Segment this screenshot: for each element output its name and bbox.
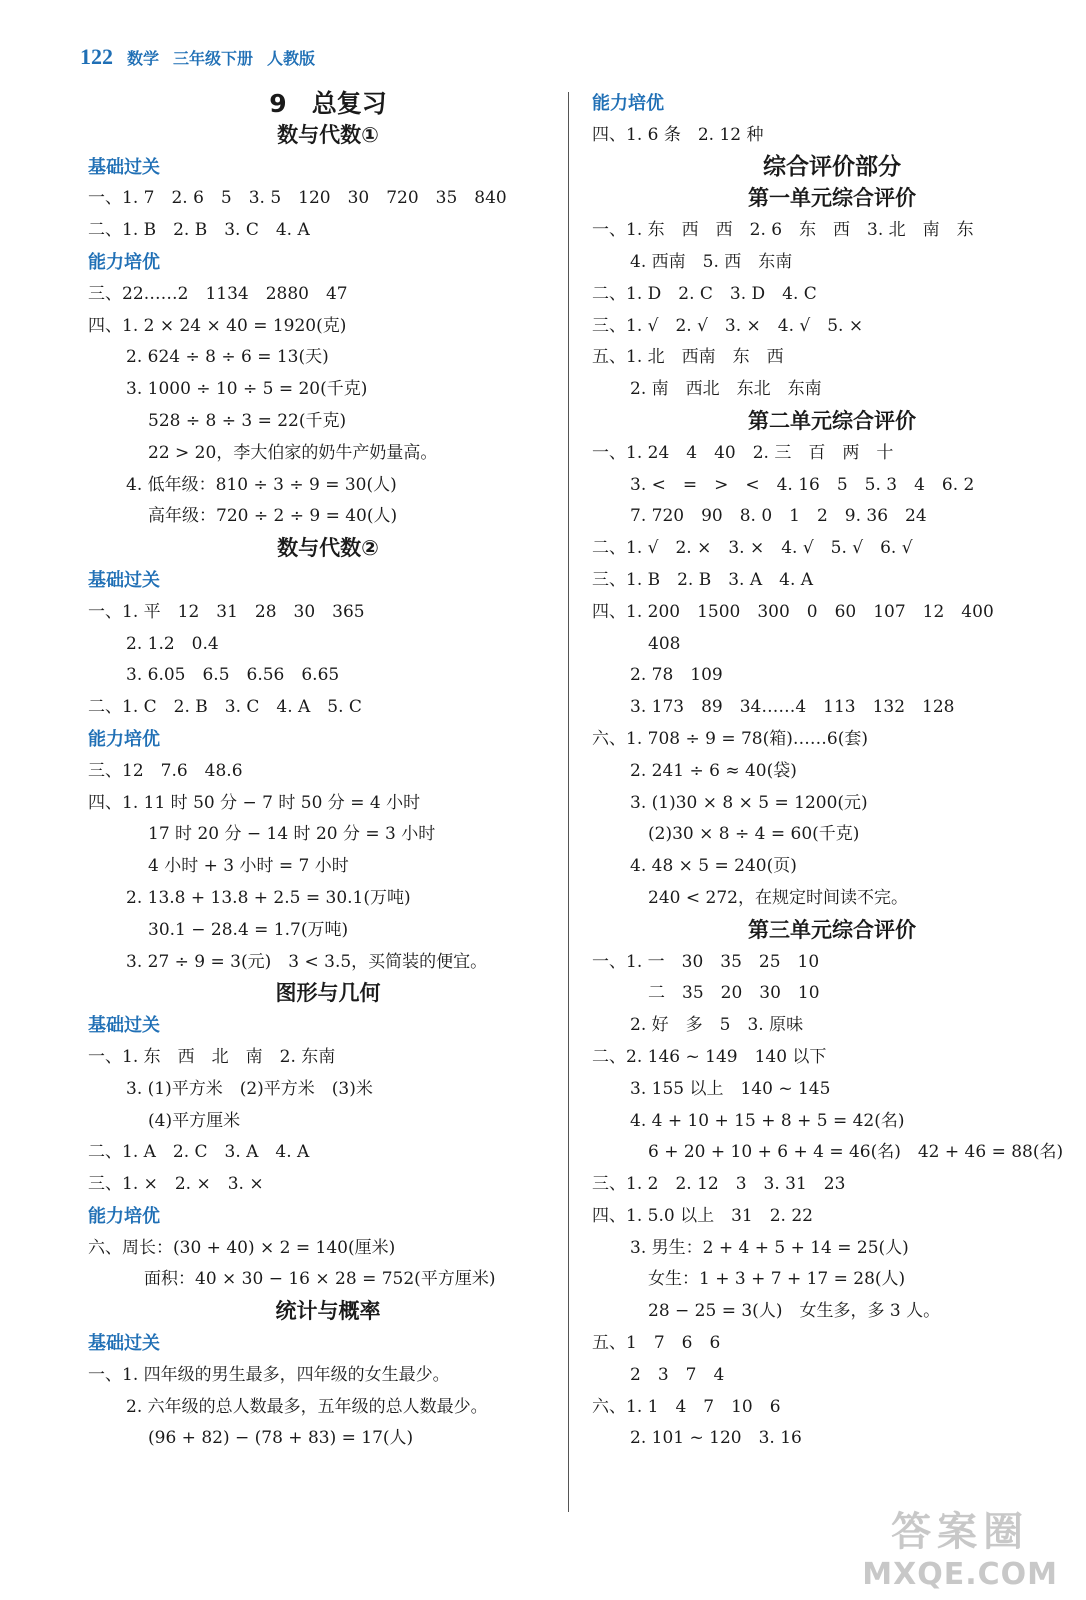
answer-line: 17 时 20 分 − 14 时 20 分 = 3 小时 xyxy=(148,824,436,845)
page-header xyxy=(80,44,315,74)
answer-line: 2 3 7 4 xyxy=(630,1364,725,1385)
answer-line: 四、1. 5.0 以上 31 2. 22 xyxy=(592,1205,813,1226)
answer-line: 3. 6.05 6.5 6.56 6.65 xyxy=(126,665,340,686)
chapter-title: 9 总复习 xyxy=(269,89,387,118)
answer-line: 4. 48 × 5 = 240(页) xyxy=(630,856,797,877)
answer-line: 4. 西南 5. 西 东南 xyxy=(630,251,793,272)
section-label: 基础过关 xyxy=(88,569,160,591)
part-title: 综合评价部分 xyxy=(763,153,901,180)
answer-line: 四、1. 6 条 2. 12 种 xyxy=(592,124,764,145)
section-title: 统计与概率 xyxy=(275,1299,381,1324)
answer-line: 三、1. × 2. × 3. × xyxy=(88,1174,264,1195)
answer-line: 3. 1000 ÷ 10 ÷ 5 = 20(千克) xyxy=(126,379,368,400)
answer-line: 一、1. 东 西 北 南 2. 东南 xyxy=(88,1046,336,1067)
answer-line: 二、1. C 2. B 3. C 4. A 5. C xyxy=(88,697,362,718)
answer-line: 四、1. 200 1500 300 0 60 107 12 400 xyxy=(592,601,994,622)
answer-line: 一、1. 东 西 西 2. 6 东 西 3. 北 南 东 xyxy=(592,220,974,241)
answer-line: 2. 六年级的总人数最多，五年级的总人数最少。 xyxy=(126,1396,488,1417)
answer-line: 3. 173 89 34……4 113 132 128 xyxy=(630,697,955,718)
answer-line: 三、1. 2 2. 12 3 3. 31 23 xyxy=(592,1174,846,1195)
section-title: 图形与几何 xyxy=(275,981,381,1006)
answer-line: 二、2. 146 ~ 149 140 以下 xyxy=(592,1046,827,1067)
answer-line: 三、22……2 1134 2880 47 xyxy=(88,283,348,304)
answer-line: (96 + 82) − (78 + 83) = 17(人) xyxy=(148,1428,414,1449)
answer-line: 2. 624 ÷ 8 ÷ 6 = 13(天) xyxy=(126,347,329,368)
answer-line: 五、1. 北 西南 东 西 xyxy=(592,347,784,368)
answer-line: 6 + 20 + 10 + 6 + 4 = 46(名) 42 + 46 = 88(名) xyxy=(648,1142,1064,1163)
answer-line: 2. 1.2 0.4 xyxy=(126,633,219,654)
watermark-url: MXQE.COM xyxy=(862,1557,1058,1592)
section-label: 基础过关 xyxy=(88,1333,160,1355)
left-column xyxy=(88,88,568,1455)
section-label: 能力培优 xyxy=(592,93,664,114)
answer-line: 二 35 20 30 10 xyxy=(648,983,820,1004)
answer-line: 二、1. √ 2. × 3. × 4. √ 5. √ 6. √ xyxy=(592,538,913,559)
answer-line: 一、1. 一 30 35 25 10 xyxy=(592,951,820,972)
answer-line: 二、1. B 2. B 3. C 4. A xyxy=(88,220,310,241)
answer-line: 面积：40 × 30 − 16 × 28 = 752(平方厘米) xyxy=(144,1269,496,1290)
answer-line: 4. 低年级：810 ÷ 3 ÷ 9 = 30(人) xyxy=(126,474,397,495)
answer-line: 三、12 7.6 48.6 xyxy=(88,760,243,781)
answer-line: 三、1. B 2. B 3. A 4. A xyxy=(592,569,814,590)
answer-line: 4 小时 + 3 小时 = 7 小时 xyxy=(148,856,349,877)
section-label: 能力培优 xyxy=(88,1205,160,1227)
answer-line: 2. 好 多 5 3. 原味 xyxy=(630,1015,804,1036)
watermark xyxy=(862,1500,1058,1592)
answer-line: 2. 南 西北 东北 东南 xyxy=(630,379,822,400)
section-label: 基础过关 xyxy=(88,156,160,178)
answer-line: 3. 男生：2 + 4 + 5 + 14 = 25(人) xyxy=(630,1237,909,1258)
answer-line: (4)平方厘米 xyxy=(148,1110,241,1131)
answer-line: 一、1. 24 4 40 2. 三 百 两 十 xyxy=(592,442,894,463)
answer-line: 六、1. 708 ÷ 9 = 78(箱)……6(套) xyxy=(592,728,868,749)
edition-label: 人教版 xyxy=(267,49,316,68)
answer-line: 3. < = > < 4. 16 5 5. 3 4 6. 2 xyxy=(630,474,975,495)
answer-line: 3. 27 ÷ 9 = 3(元) 3 < 3.5，买简装的便宜。 xyxy=(126,951,488,972)
answer-line: 三、1. √ 2. √ 3. × 4. √ 5. × xyxy=(592,315,864,336)
answer-line: 四、1. 2 × 24 × 40 = 1920(克) xyxy=(88,315,347,336)
answer-line: 一、1. 7 2. 6 5 3. 5 120 30 720 35 840 xyxy=(88,188,507,209)
section-title: 数与代数② xyxy=(277,536,379,561)
answer-line: 3. (1)平方米 (2)平方米 (3)米 xyxy=(126,1078,373,1099)
answer-line: (2)30 × 8 ÷ 4 = 60(千克) xyxy=(648,824,860,845)
answer-line: 7. 720 90 8. 0 1 2 9. 36 24 xyxy=(630,506,927,527)
answer-line: 30.1 − 28.4 = 1.7(万吨) xyxy=(148,919,349,940)
answer-line: 二、1. D 2. C 3. D 4. C xyxy=(592,283,817,304)
answer-line: 五、1 7 6 6 xyxy=(592,1333,721,1354)
answer-line: 六、1. 1 4 7 10 6 xyxy=(592,1396,781,1417)
answer-line: 28 − 25 = 3(人) 女生多，多 3 人。 xyxy=(648,1301,941,1322)
answer-line: 4. 4 + 10 + 15 + 8 + 5 = 42(名) xyxy=(630,1110,905,1131)
answer-line: 2. 101 ~ 120 3. 16 xyxy=(630,1428,802,1449)
section-label: 能力培优 xyxy=(88,728,160,750)
answer-line: 408 xyxy=(648,633,681,654)
section-label: 能力培优 xyxy=(88,251,160,273)
section-title: 第三单元综合评价 xyxy=(748,917,916,942)
answer-line: 2. 241 ÷ 6 ≈ 40(袋) xyxy=(630,760,797,781)
section-title: 数与代数① xyxy=(277,122,379,147)
grade-label: 三年级下册 xyxy=(173,49,254,68)
answer-line: 四、1. 11 时 50 分 − 7 时 50 分 = 4 小时 xyxy=(88,792,421,813)
answer-line: 22 > 20，李大伯家的奶牛产奶量高。 xyxy=(148,442,438,463)
answer-line: 高年级：720 ÷ 2 ÷ 9 = 40(人) xyxy=(148,506,398,527)
page-number: 122 xyxy=(80,44,113,69)
section-label: 基础过关 xyxy=(88,1015,160,1037)
answer-line: 2. 78 109 xyxy=(630,665,723,686)
right-column xyxy=(592,88,1072,1455)
section-title: 第二单元综合评价 xyxy=(748,408,916,433)
answer-line: 2. 13.8 + 13.8 + 2.5 = 30.1(万吨) xyxy=(126,887,411,908)
answer-line: 女生：1 + 3 + 7 + 17 = 28(人) xyxy=(648,1269,906,1290)
subject-label: 数学 xyxy=(127,49,160,68)
answer-line: 二、1. A 2. C 3. A 4. A xyxy=(88,1142,310,1163)
watermark-logo-text: 答案圈 xyxy=(891,1509,1030,1555)
answer-line: 528 ÷ 8 ÷ 3 = 22(千克) xyxy=(148,410,347,431)
section-title: 第一单元综合评价 xyxy=(748,186,916,211)
answer-line: 3. (1)30 × 8 × 5 = 1200(元) xyxy=(630,792,868,813)
answer-line: 240 < 272，在规定时间读不完。 xyxy=(648,887,908,908)
answer-line: 3. 155 以上 140 ~ 145 xyxy=(630,1078,831,1099)
answer-line: 一、1. 平 12 31 28 30 365 xyxy=(88,601,365,622)
column-divider xyxy=(568,92,569,1512)
answer-line: 六、周长：(30 + 40) × 2 = 140(厘米) xyxy=(88,1237,396,1258)
answer-line: 一、1. 四年级的男生最多，四年级的女生最少。 xyxy=(88,1364,450,1385)
